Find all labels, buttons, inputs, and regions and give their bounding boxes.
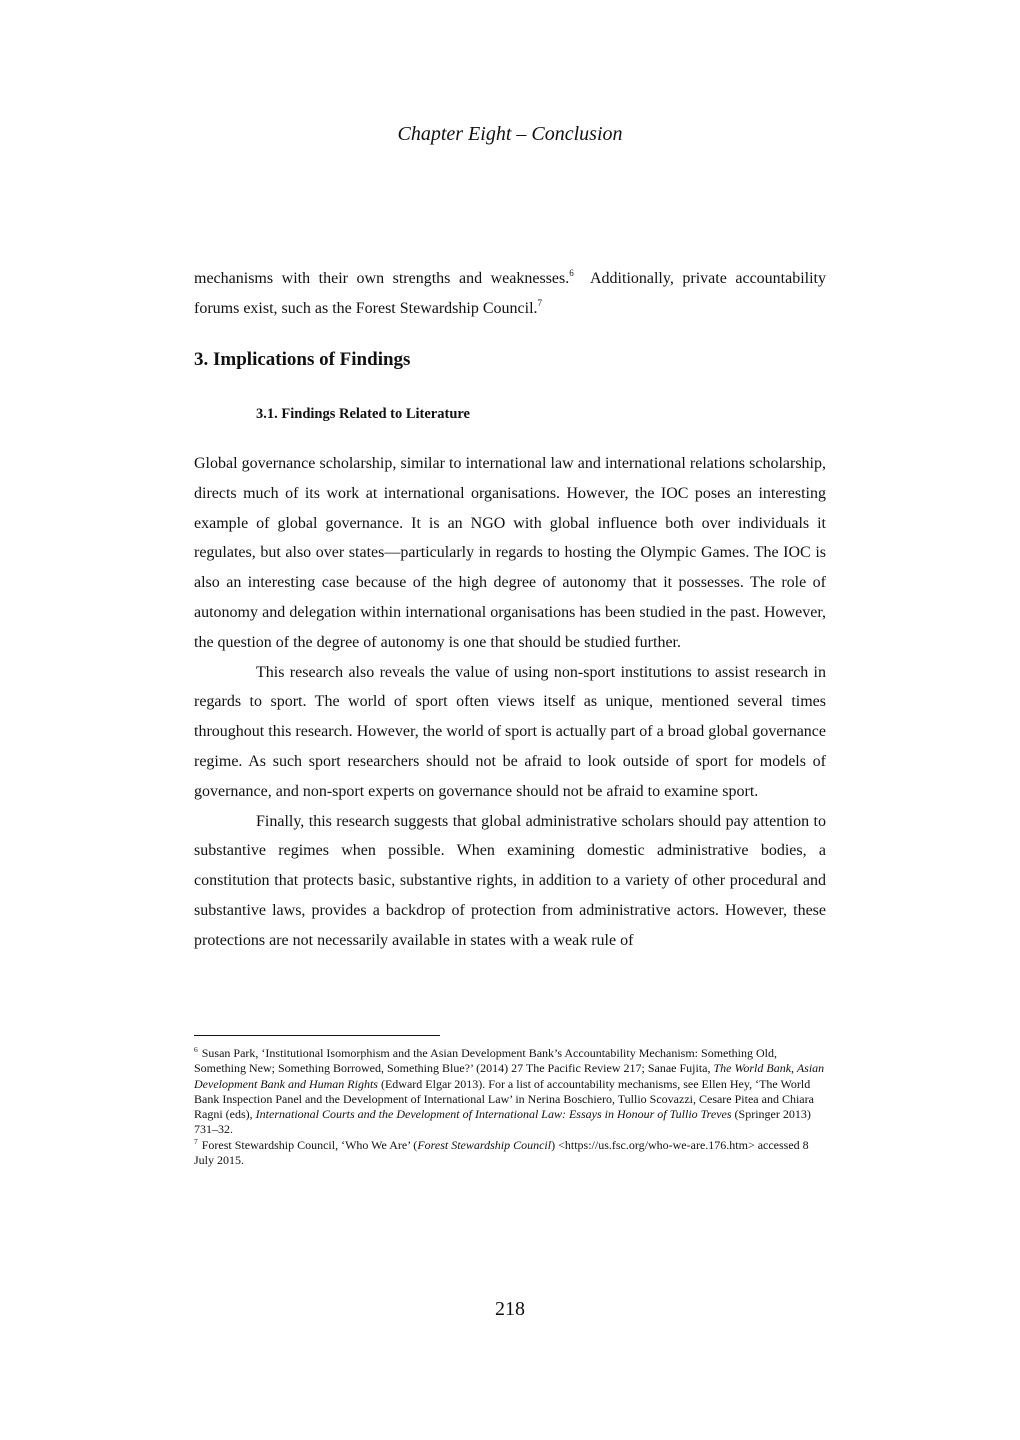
footnotes — [194, 1046, 826, 1168]
paragraph-global-governance: Global governance scholarship, similar to international law and international relations scholarship, directs much of its work at international organisations. However, the IOC poses an interesting example of global governance. It is an NGO with global influence both over individuals it regulates, but also over states—particularly in regards to hosting the Olympic Games. The IOC is also an interesting case because of the high degree of autonomy that it possesses. The role of autonomy and delegation within international organisations has been studied in the past. However, the question of the degree of autonomy is one that should be studied further. — [194, 455, 826, 651]
footnote-6-text-1: Susan Park, ‘Institutional Isomorphism and the Asian Development Bank’s Accountability Mechanism: Something Old, Something New; Something Borrowed, Something Blue?’ (2014) 27 The Pacific Review 217; Sanae Fujita, — [194, 1046, 778, 1076]
footnote-7-text-2: ) <https://us.fsc.org/who-we-are.176.htm> accessed 8 July 2015. — [194, 1137, 809, 1168]
footnote-6-text-3: (Springer 2013) 731–32. — [194, 1107, 811, 1137]
page-number: 218 — [495, 1298, 525, 1320]
footnote-7 — [194, 1138, 826, 1169]
footnote-separator — [194, 1035, 440, 1036]
footnote-6-title-1: The World Bank, Asian Development Bank and Human Rights — [194, 1061, 825, 1091]
running-header: Chapter Eight – Conclusion — [397, 123, 623, 145]
subsection-heading: 3.1. Findings Related to Literature — [256, 406, 470, 422]
footnote-7-text-1: Forest Stewardship Council, ‘Who We Are’ ( — [201, 1137, 418, 1152]
footnote-6-text-2: (Edward Elgar 2013). For a list of accountability mechanisms, see Ellen Hey, ‘The World Bank Inspection Panel and the Development of International Law’ in Nerina Boschiero, Tullio Scovazzi, Cesare Pitea and Chiara Ragni (eds), — [194, 1076, 814, 1122]
intro-text-part1: mechanisms with their own strengths and weaknesses. — [194, 270, 570, 287]
main-body — [194, 449, 826, 956]
footnote-7-title-1: Forest Stewardship Council — [417, 1137, 552, 1152]
footnote-6-number: 6 — [194, 1045, 198, 1054]
footnote-7-number: 7 — [194, 1136, 198, 1146]
intro-paragraph — [194, 264, 830, 324]
section-heading: 3. Implications of Findings — [194, 349, 411, 370]
footnote-ref-7[interactable]: 7 — [537, 297, 543, 308]
footnote-6-title-2: International Courts and the Development of International Law: Essays in Honour of Tullio Treves — [255, 1107, 732, 1122]
intro-text-part2: Additionally, private accountability forums exist, such as the Forest Stewardship Council. — [194, 270, 830, 317]
paragraph-substantive-regimes: Finally, this research suggests that global administrative scholars should pay attention to substantive regimes when possible. When examining domestic administrative bodies, a constitution that protects basic, substantive rights, in addition to a variety of other procedural and substantive laws, provides a backdrop of protection from administrative actors. However, these protections are not necessarily available in states with a weak rule of — [194, 812, 826, 949]
footnote-6 — [194, 1046, 826, 1138]
footnote-ref-6[interactable]: 6 — [569, 268, 574, 278]
paragraph-non-sport-institutions: This research also reveals the value of using non-sport institutions to assist research in regards to sport. The world of sport often views itself as unique, mentioned several times throughout this research. However, the world of sport is actually part of a broad global governance regime. As such sport researchers should not be afraid to look outside of sport for models of governance, and non-sport experts on governance should not be afraid to examine sport. — [194, 663, 826, 800]
